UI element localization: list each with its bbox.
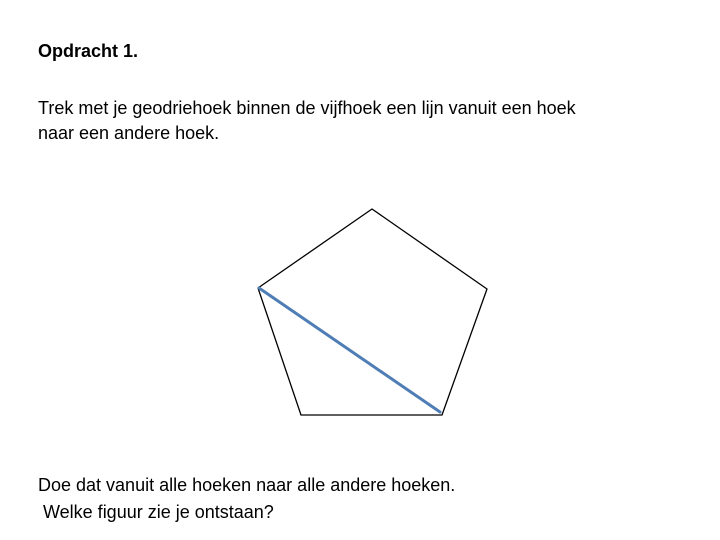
assignment-heading: Opdracht 1. [38, 41, 139, 61]
instruction-line-2: naar een andere hoek. [38, 123, 220, 143]
pentagon-diagonal [259, 288, 440, 412]
closing-line-1: Doe dat vanuit alle hoeken naar alle andere hoeken. [38, 475, 456, 495]
closing-line-2: Welke figuur zie je ontstaan? [38, 502, 274, 522]
closing-text [38, 472, 455, 526]
instruction-line-1: Trek met je geodriehoek binnen de vijfhoek een lijn vanuit een hoek [38, 98, 576, 118]
